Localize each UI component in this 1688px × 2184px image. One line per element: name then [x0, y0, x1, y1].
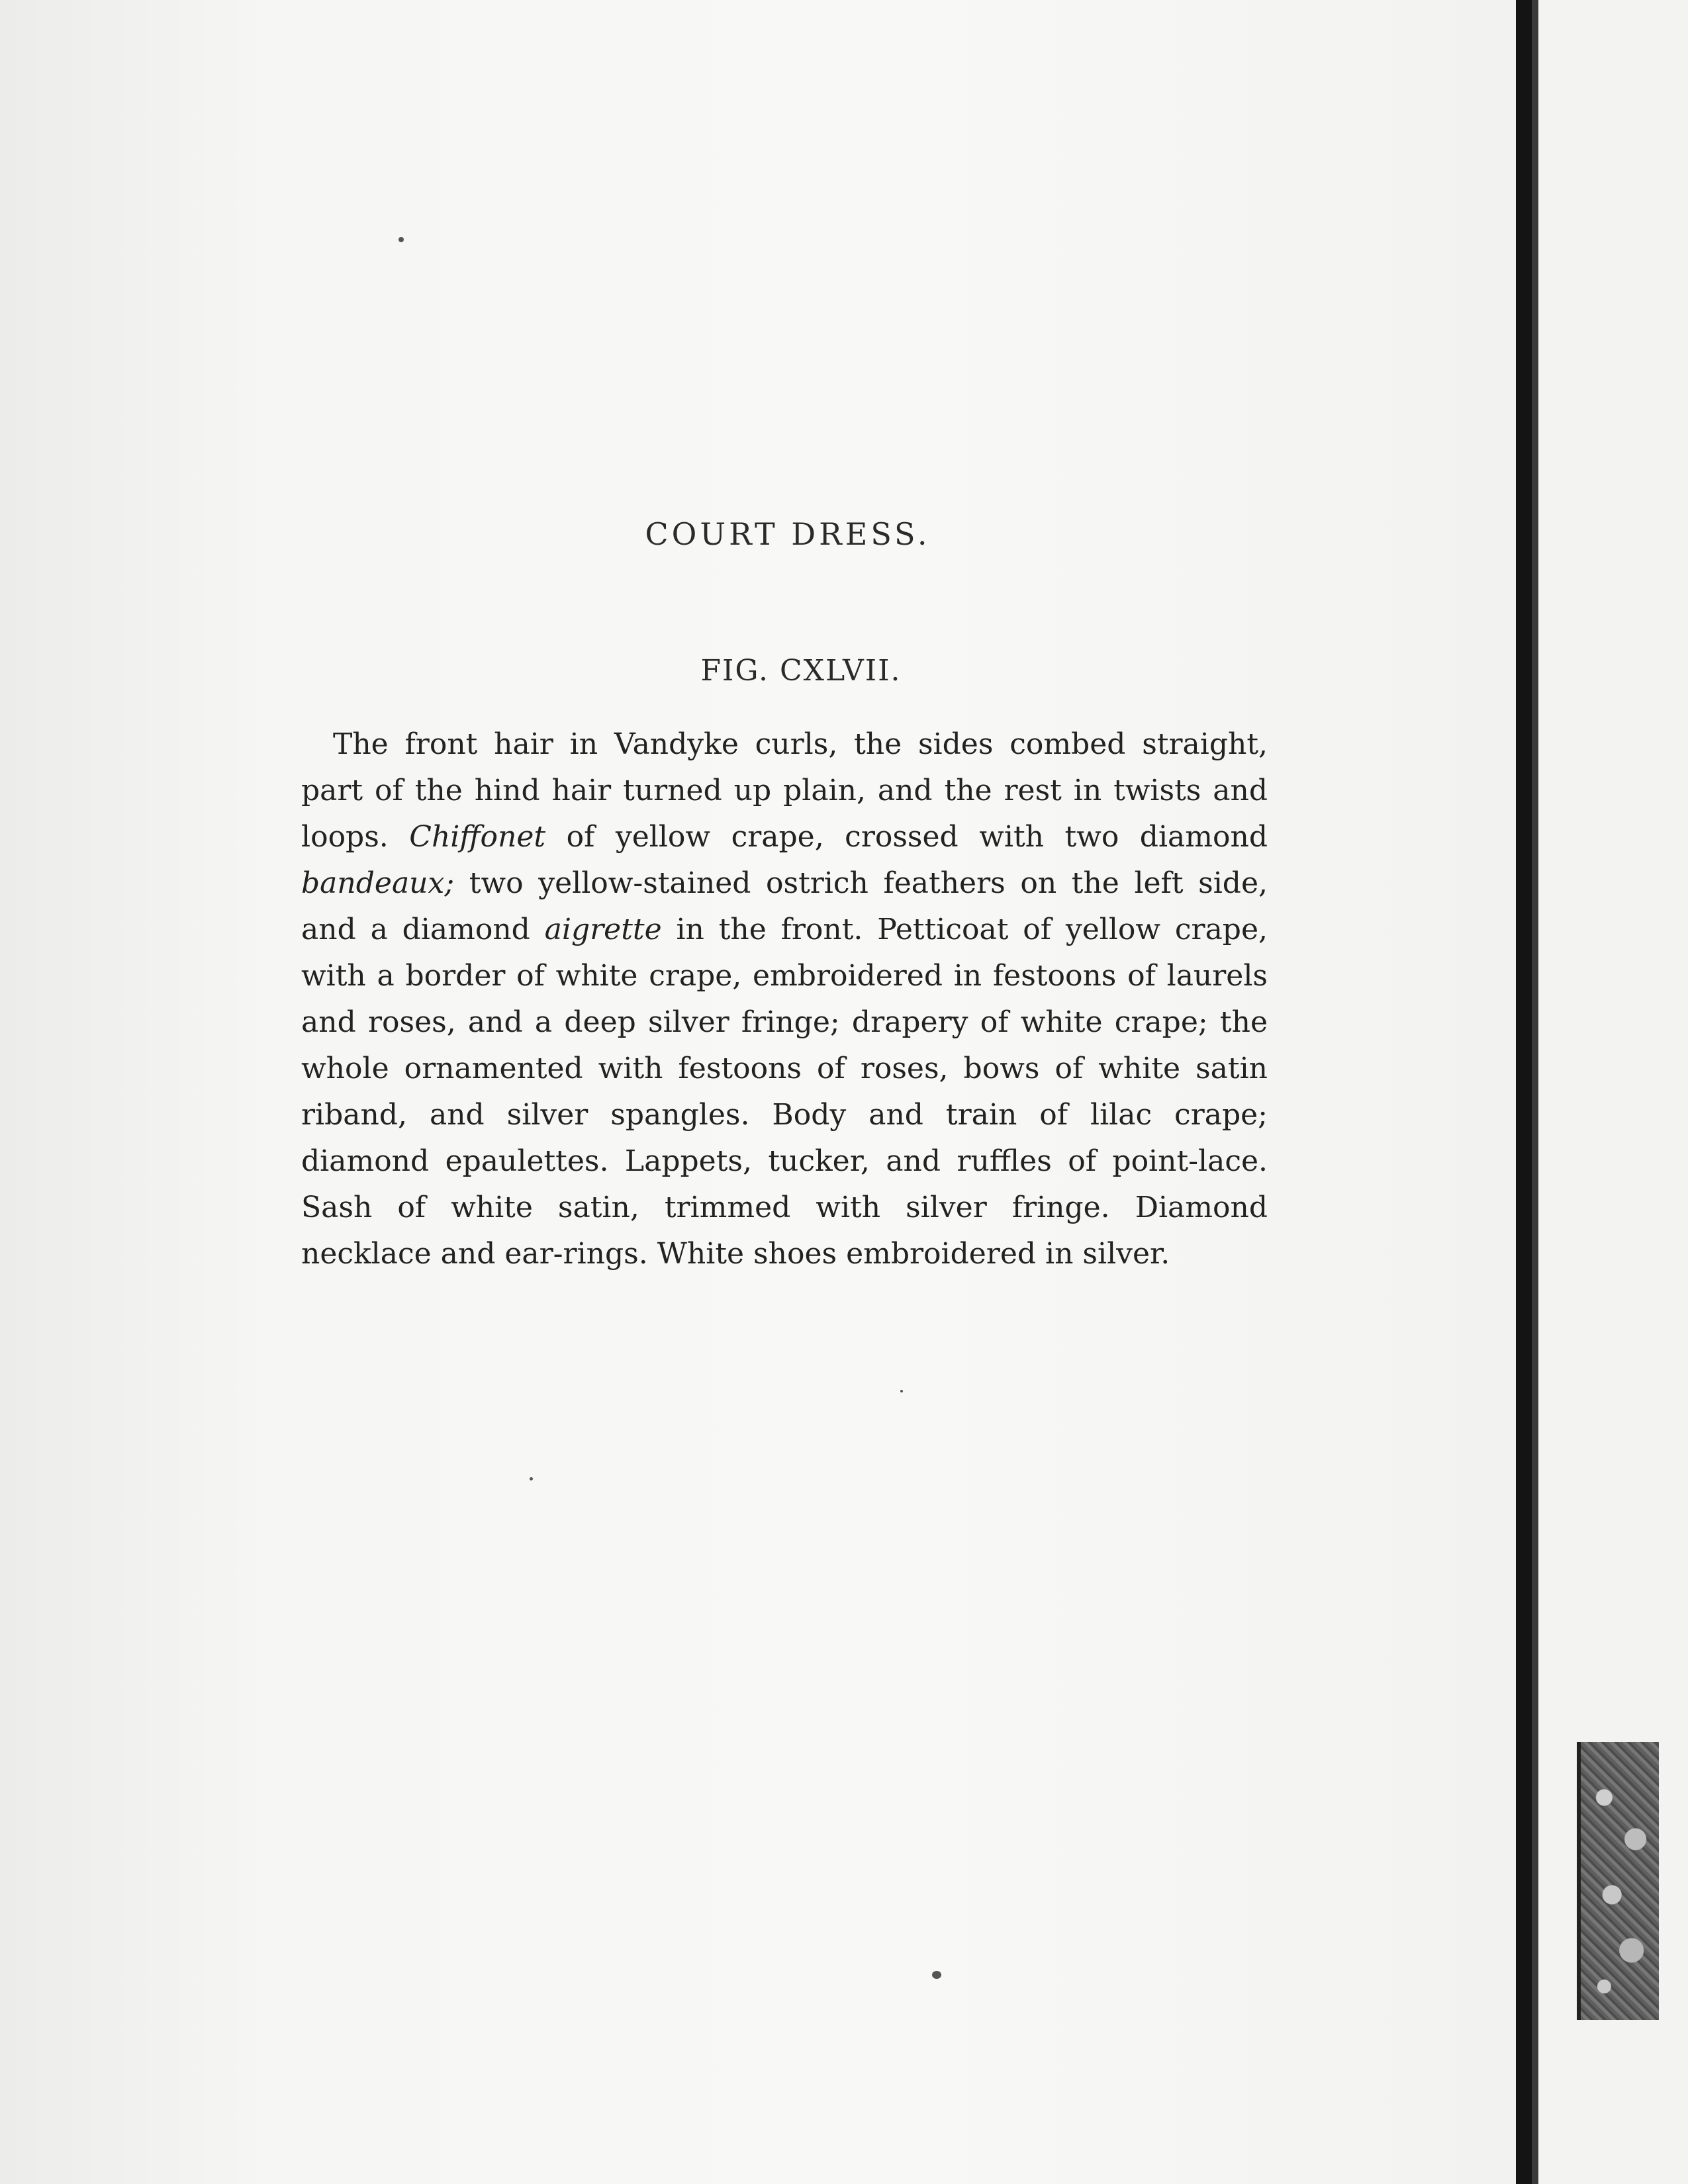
description-italic-2: bandeaux; [301, 866, 455, 900]
description-part-3: two yellow-stained ostrich feathers on the left side, and a diamond [301, 866, 1268, 946]
scan-speck [932, 1971, 941, 1979]
scan-speck [900, 1390, 903, 1392]
fabric-swatch [1577, 1742, 1659, 2020]
page-title: COURT DRESS. [645, 516, 931, 552]
book-binding-edge [1516, 0, 1532, 2184]
description-part-1: The front hair in Vandyke curls, the sides combed straight, part of the hind hair turned up plain, and the rest in twists and loops. [301, 727, 1268, 854]
description-part-2: of yellow crape, crossed with two diamond [545, 820, 1268, 854]
binding-shadow [1532, 0, 1538, 2184]
scan-speck [530, 1477, 533, 1480]
figure-label: FIG. CXLVII. [700, 654, 902, 688]
dress-description [301, 721, 1268, 1277]
description-italic-1: Chiffonet [409, 820, 546, 854]
description-italic-3: aigrette [544, 913, 662, 946]
scan-speck [399, 237, 404, 242]
description-part-4: in the front. Petticoat of yellow crape, with a border of white crape, embroidered in festoons of laurels and roses, and a deep silver fringe; drapery of white crape; the whole ornamented with festoons of roses, bows of white satin riband, and silver spangles. Body and train of lilac crape; diamond epaulettes. Lappets, tucker, and ruffles of point-lace. Sash of white satin, trimmed with silver fringe. Diamond necklace and ear-rings. White shoes embroidered in silver. [301, 913, 1268, 1271]
